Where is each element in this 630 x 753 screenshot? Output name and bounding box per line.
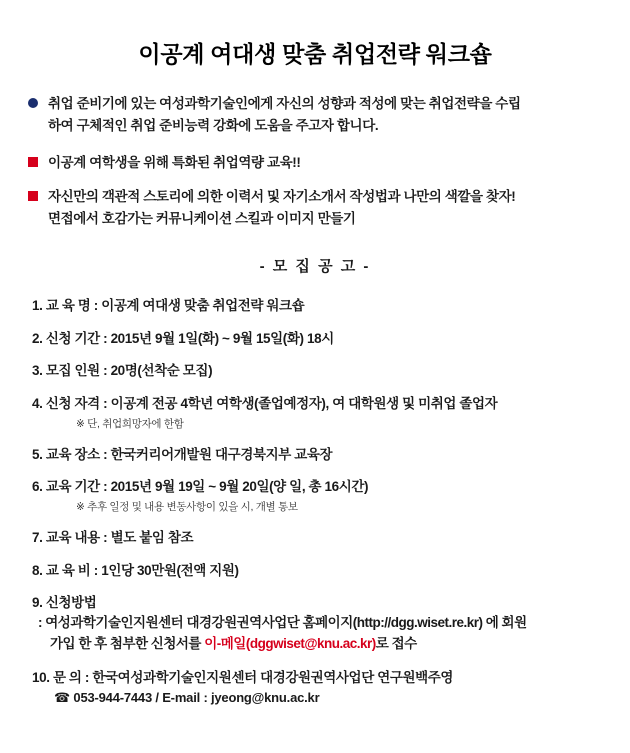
application-line-2-suffix: 로 접수 — [375, 635, 417, 651]
item-label: 교육 장소 : — [45, 446, 108, 462]
item-number: 6. — [32, 479, 43, 495]
item-label: 교 육 명 : — [45, 298, 98, 314]
intro-line-2: 하여 구체적인 취업 준비능력 강화에 도움을 주고자 합니다. — [48, 118, 379, 134]
list-item — [32, 329, 612, 349]
item-label: 문 의 : — [52, 669, 90, 685]
telephone-icon: ☎ — [54, 690, 70, 706]
item-value: 한국여성과학기술인지원센터 대경강원권역사업단 연구원백주영 — [92, 669, 454, 685]
item-note: ※ 추후 일정 및 내용 변동사항이 있을 시, 개별 통보 — [76, 500, 298, 513]
item-label: 신청 자격 : — [45, 396, 108, 411]
contact-phone-line — [54, 689, 612, 708]
item-number: 5. — [32, 446, 43, 462]
highlight-2-line-2: 면접에서 호감가는 커뮤니케이션 스킬과 이미지 만들기 — [48, 210, 356, 226]
item-number: 4. — [32, 396, 43, 411]
item-note: ※ 단, 취업희망자에 한함 — [76, 417, 184, 430]
item-number: 3. — [32, 363, 43, 379]
application-line-1: : 여성과학기술인지원센터 대경강원권역사업단 홈페이지(http://dgg.wiset.re.kr) 에 회원 — [38, 614, 527, 630]
list-item — [32, 477, 612, 515]
highlight-1-text: 이공계 여학생을 위해 특화된 취업역량 교육!! — [48, 154, 301, 170]
item-label: 신청 기간 : — [45, 330, 108, 346]
section-heading: - 모 집 공 고 - — [259, 258, 371, 276]
item-value: 1인당 30만원(전액 지원) — [101, 562, 239, 578]
item-number: 9. — [32, 595, 43, 611]
item-number: 10. — [32, 669, 50, 685]
item-value: 이공계 전공 4학년 여학생(졸업예정자), 여 대학원생 및 미취업 졸업자 — [110, 396, 498, 411]
list-item — [32, 361, 612, 381]
page-title: 이공계 여대생 맞춤 취업전략 워크숍 — [138, 41, 492, 67]
item-value: 이공계 여대생 맞춤 취업전략 워크숍 — [101, 298, 305, 314]
application-email-link[interactable]: 이-메일(dggwiset@knu.ac.kr) — [204, 635, 376, 651]
item-number: 7. — [32, 530, 43, 546]
item-value: 20명(선착순 모집) — [110, 363, 213, 379]
item-label: 교육 기간 : — [45, 479, 108, 495]
item-label: 신청방법 — [45, 595, 97, 611]
application-line-2 — [50, 634, 612, 655]
list-item — [32, 445, 612, 465]
item-value: 한국커리어개발원 대구경북지부 교육장 — [110, 446, 333, 462]
intro-paragraph — [26, 93, 612, 138]
application-method-item — [32, 593, 612, 654]
item-label: 교 육 비 : — [45, 562, 98, 578]
list-item — [32, 561, 612, 581]
item-number: 8. — [32, 562, 43, 578]
highlight-item-2 — [26, 186, 612, 229]
item-value: 별도 붙임 참조 — [110, 530, 194, 546]
list-item — [32, 296, 612, 316]
highlight-item-1 — [26, 152, 612, 174]
contact-phone-text: 053-944-7443 / E-mail : jyeong@knu.ac.kr — [73, 690, 320, 706]
list-item — [32, 528, 612, 548]
item-value: 2015년 9월 1일(화) ~ 9월 15일(화) 18시 — [110, 330, 334, 346]
list-item — [32, 394, 612, 432]
intro-line-1: 취업 준비기에 있는 여성과학기술인에게 자신의 성향과 적성에 맞는 취업전략을 수립 — [48, 96, 521, 111]
contact-item — [32, 668, 612, 708]
item-value: 2015년 9월 19일 ~ 9월 20일(양 일, 총 16시간) — [110, 479, 369, 495]
item-number: 1. — [32, 298, 43, 314]
item-number: 2. — [32, 330, 43, 346]
application-line-2-prefix: 가입 한 후 첨부한 신청서를 — [50, 635, 205, 651]
announcement-list — [32, 296, 612, 708]
item-label: 교육 내용 : — [45, 530, 108, 546]
item-label: 모집 인원 : — [45, 363, 108, 379]
highlight-2-line-1: 자신만의 객관적 스토리에 의한 이력서 및 자기소개서 작성법과 나만의 색깔을 찾자! — [48, 189, 516, 205]
